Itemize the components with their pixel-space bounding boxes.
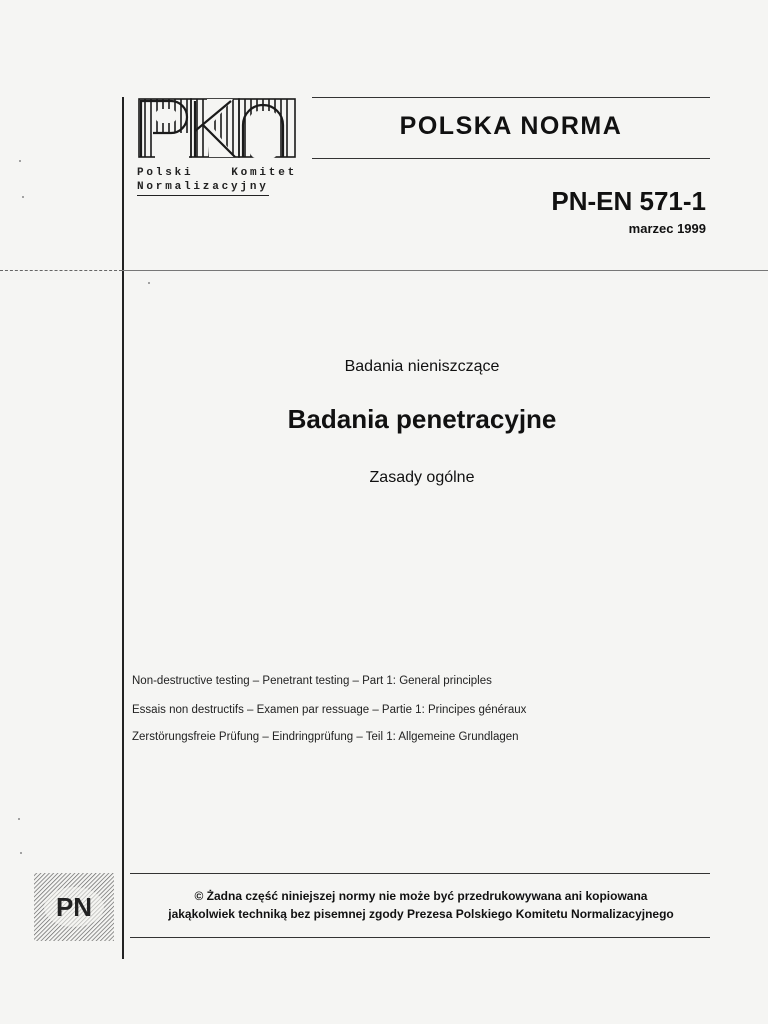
translation-german: Zerstörungsfreie Prüfung – Eindringprüfung – Teil 1: Allgemeine Grundlagen	[132, 731, 519, 743]
stamp-label: PN	[55, 892, 93, 922]
scan-speck	[18, 818, 20, 820]
footer-top-rule	[130, 873, 710, 874]
org-name-line2: Normalizacyjny	[137, 181, 269, 196]
copyright-line1: © Żadna część niniejszej normy nie może być przedrukowywana ani kopiowana	[194, 889, 648, 903]
org-name-word2: Komitet	[231, 167, 297, 179]
scan-fold-line	[0, 270, 122, 272]
translation-english: Non-destructive testing – Penetrant testing – Part 1: General principles	[132, 675, 492, 687]
document-type-title: POLSKA NORMA	[399, 112, 623, 140]
translation-french: Essais non destructifs – Examen par ressuage – Partie 1: Principes généraux	[132, 704, 527, 716]
publication-date: marzec 1999	[628, 221, 706, 236]
scan-speck	[22, 196, 24, 198]
document-title: Badania penetracyjne	[287, 404, 557, 434]
header-top-rule	[312, 97, 710, 98]
category-subtitle: Badania nieniszczące	[344, 358, 500, 375]
pn-stamp-icon	[33, 872, 115, 942]
standard-number: PN-EN 571-1	[551, 186, 706, 216]
scan-speck	[20, 852, 22, 854]
copyright-line2: jakąkolwiek techniką bez pisemnej zgody Prezesa Polskiego Komitetu Normalizacyjnego	[168, 907, 674, 921]
org-name-line1	[137, 167, 297, 180]
footer-bottom-rule	[130, 937, 710, 938]
pkn-logo	[137, 95, 297, 165]
header-divider	[122, 270, 768, 271]
document-subtitle: Zasady ogólne	[369, 469, 475, 486]
scan-speck	[148, 282, 150, 284]
scan-speck	[19, 160, 21, 162]
page-left-border	[122, 97, 124, 959]
header-bottom-rule	[312, 158, 710, 159]
org-name-word1: Polski	[137, 167, 194, 179]
copyright-notice	[130, 887, 712, 923]
